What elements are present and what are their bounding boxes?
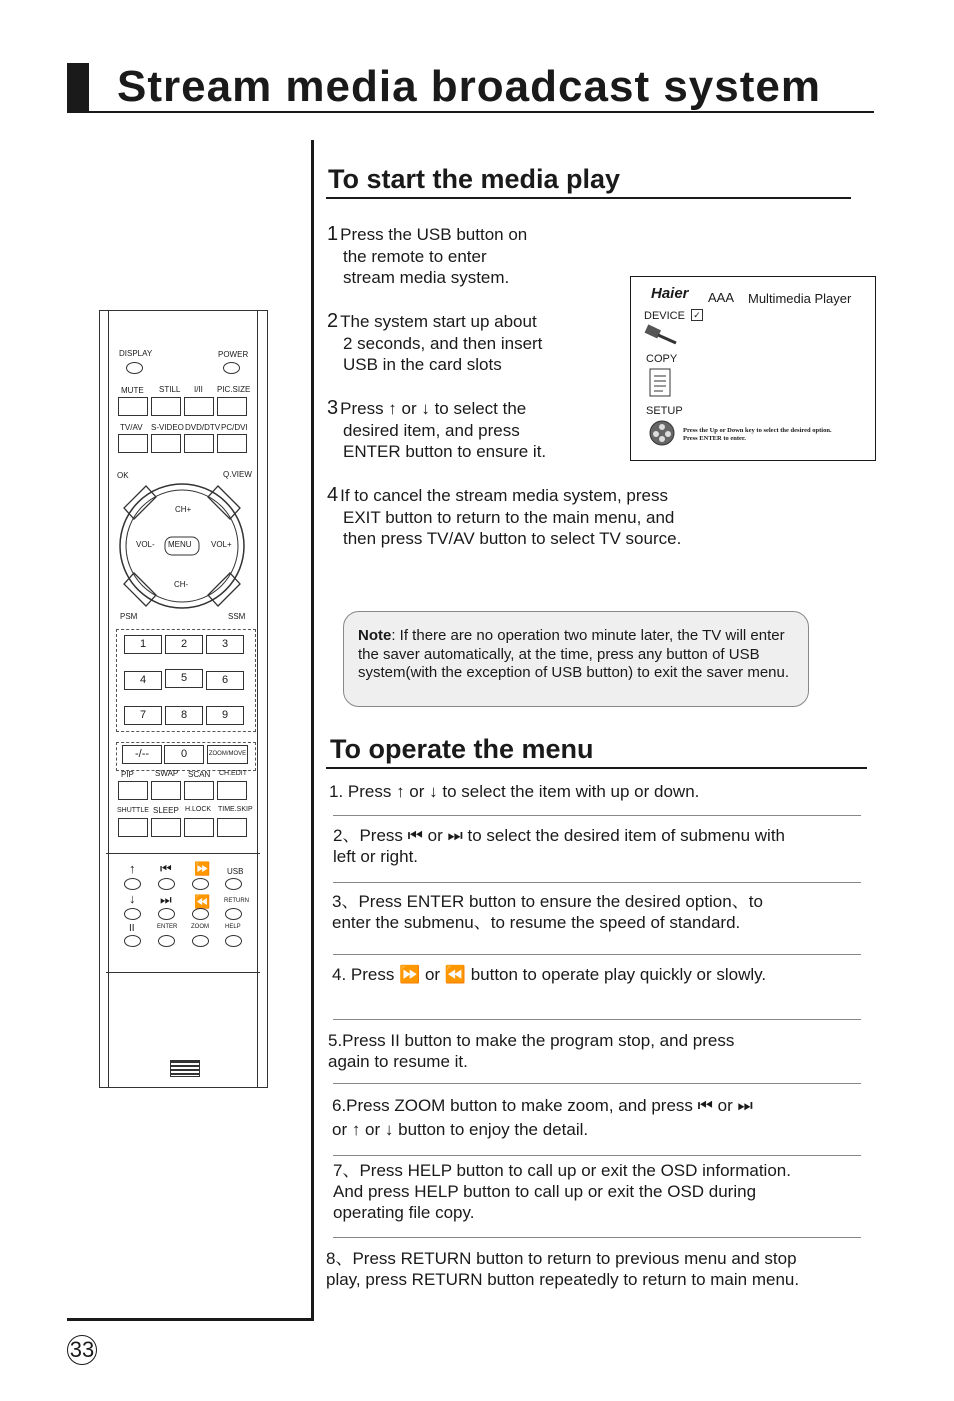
previous-button[interactable] bbox=[158, 878, 175, 890]
header-rule bbox=[67, 111, 874, 113]
step-2: 2 The system start up about 2 seconds, and then insert USB in the card slots bbox=[327, 310, 543, 374]
step-1: 1 Press the USB button on the remote to enter stream media system. bbox=[327, 223, 528, 287]
shuttle-label: SHUTTLE bbox=[117, 807, 149, 814]
page-number: 33 bbox=[67, 1335, 97, 1365]
vol-minus-label: VOL- bbox=[136, 540, 155, 549]
help-button[interactable] bbox=[225, 935, 242, 947]
mute-label: MUTE bbox=[121, 386, 144, 395]
i-ii-button[interactable] bbox=[184, 397, 214, 416]
check-icon: ✓ bbox=[691, 309, 703, 321]
ch-minus-label: CH- bbox=[174, 580, 189, 589]
section-rule-operate bbox=[326, 767, 867, 769]
power-button[interactable] bbox=[223, 362, 240, 374]
section-title-start: To start the media play bbox=[328, 164, 621, 194]
tv-av-label: TV/AV bbox=[120, 423, 143, 432]
psm-label: PSM bbox=[120, 612, 138, 621]
op-item-7: 7、Press HELP button to call up or exit the OSD information. And press HELP button to call up or exit the OSD during operating file copy. bbox=[333, 1161, 791, 1222]
help-label: HELP bbox=[225, 924, 241, 930]
enter-label: ENTER bbox=[157, 924, 178, 930]
separator bbox=[333, 1155, 861, 1156]
pc-dvi-label: PC/DVI bbox=[221, 423, 248, 432]
bottom-rule bbox=[67, 1318, 314, 1321]
h-lock-label: H.LOCK bbox=[185, 806, 212, 813]
i-ii-label: I/II bbox=[194, 385, 203, 394]
separator bbox=[333, 1083, 861, 1084]
h-lock-button[interactable] bbox=[184, 818, 214, 837]
op-item-5: 5.Press II button to make the program stop, and press again to resume it. bbox=[328, 1031, 735, 1071]
ch-plus-label: CH+ bbox=[175, 505, 192, 514]
power-label: POWER bbox=[218, 350, 249, 359]
player-subtitle: Multimedia Player bbox=[748, 291, 852, 306]
pause-button[interactable] bbox=[124, 935, 141, 947]
sleep-button[interactable] bbox=[151, 818, 181, 837]
mute-button[interactable] bbox=[118, 397, 148, 416]
digit-1-button[interactable]: 1 bbox=[124, 635, 162, 654]
dash-button[interactable]: -/-- bbox=[122, 745, 162, 764]
digit-4-button[interactable]: 4 bbox=[124, 671, 162, 690]
op-item-4: 4. Press ⏩ or ⏪ button to operate play quickly or slowly. bbox=[332, 965, 767, 984]
display-button[interactable] bbox=[126, 362, 143, 374]
hint-line-1: Press the Up or Down key to select the desired option. bbox=[683, 427, 832, 434]
digit-6-button[interactable]: 6 bbox=[206, 671, 244, 690]
pic-size-label: PIC.SIZE bbox=[217, 385, 251, 394]
remote-control bbox=[99, 310, 268, 1088]
digit-2-button[interactable]: 2 bbox=[165, 635, 203, 654]
zoom-button[interactable] bbox=[192, 935, 209, 947]
menu-device[interactable]: DEVICE bbox=[644, 310, 685, 322]
ok-label: OK bbox=[117, 471, 129, 480]
pip-button[interactable] bbox=[118, 781, 148, 800]
digit-3-button[interactable]: 3 bbox=[206, 635, 244, 654]
header-bar bbox=[67, 63, 89, 113]
pc-dvi-button[interactable] bbox=[217, 434, 247, 453]
s-video-button[interactable] bbox=[151, 434, 181, 453]
shuttle-button[interactable] bbox=[118, 818, 148, 837]
digit-8-button[interactable]: 8 bbox=[165, 706, 203, 725]
page-title: Stream media broadcast system bbox=[117, 62, 821, 111]
previous-icon: ⏮ bbox=[160, 861, 172, 876]
s-video-label: S-VIDEO bbox=[151, 423, 184, 432]
time-skip-button[interactable] bbox=[217, 818, 247, 837]
sleep-label: SLEEP bbox=[153, 806, 179, 815]
digit-7-button[interactable]: 7 bbox=[124, 706, 162, 725]
pause-label: II bbox=[129, 923, 135, 934]
fast-forward-icon: ⏩ bbox=[194, 861, 211, 876]
return-button[interactable] bbox=[225, 908, 242, 920]
menu-copy[interactable]: COPY bbox=[646, 353, 678, 365]
down-button[interactable] bbox=[124, 908, 141, 920]
vol-plus-label: VOL+ bbox=[211, 540, 232, 549]
separator bbox=[333, 1237, 861, 1238]
separator bbox=[333, 1019, 861, 1020]
hint-line-2: Press ENTER to enter. bbox=[683, 435, 746, 442]
op-item-2: 2、Press ⏮ or ⏭ to select the desired item of submenu with left or right. bbox=[333, 826, 786, 866]
digit-5-button[interactable]: 5 bbox=[165, 669, 203, 688]
op-item-6: 6.Press ZOOM button to make zoom, and press ⏮ or ⏭ or ↑ or ↓ button to enjoy the detail. bbox=[332, 1096, 753, 1139]
document-icon bbox=[649, 368, 673, 398]
rewind-icon: ⏪ bbox=[194, 894, 211, 909]
ssm-label: SSM bbox=[228, 612, 246, 621]
ir-window bbox=[170, 1060, 200, 1077]
scan-label: SCAN bbox=[188, 770, 211, 779]
menu-setup[interactable]: SETUP bbox=[646, 405, 683, 417]
next-button[interactable] bbox=[158, 908, 175, 920]
ch-edit-button[interactable] bbox=[217, 781, 247, 800]
scan-button[interactable] bbox=[184, 781, 214, 800]
note-label: Note bbox=[358, 627, 392, 644]
op-item-3: 3、Press ENTER button to ensure the desired option、to enter the submenu、to resume the speed of standard. bbox=[332, 892, 763, 932]
film-reel-icon bbox=[648, 419, 676, 447]
column-divider bbox=[311, 140, 314, 1321]
enter-button[interactable] bbox=[158, 935, 175, 947]
media-player-screen bbox=[630, 276, 876, 461]
menu-label: MENU bbox=[168, 540, 192, 549]
rewind-button[interactable] bbox=[192, 908, 209, 920]
pip-label: PIP bbox=[121, 770, 134, 779]
note-text: : If there are no operation two minute later, the TV will enter the saver automatically, at the time, press any button of USB system(with the exception of USB button) to exit the saver menu. bbox=[358, 627, 790, 681]
still-label: STILL bbox=[159, 385, 181, 394]
display-label: DISPLAY bbox=[119, 349, 153, 358]
dvd-dtv-button[interactable] bbox=[184, 434, 214, 453]
ch-edit-label: CH.EDIT bbox=[219, 770, 247, 777]
fast-forward-button[interactable] bbox=[192, 878, 209, 890]
digit-9-button[interactable]: 9 bbox=[206, 706, 244, 725]
usb-button[interactable] bbox=[225, 878, 242, 890]
usb-label: USB bbox=[227, 867, 244, 876]
separator bbox=[333, 815, 861, 816]
zoom-label: ZOOM bbox=[191, 924, 209, 930]
zoom-move-button[interactable]: ZOOM/MOVE bbox=[207, 745, 248, 764]
up-button[interactable] bbox=[124, 878, 141, 890]
separator bbox=[333, 954, 861, 955]
tv-av-button[interactable] bbox=[118, 434, 148, 453]
usb-plug-icon bbox=[644, 324, 680, 346]
note-box bbox=[343, 611, 809, 707]
time-skip-label: TIME.SKIP bbox=[218, 806, 253, 813]
separator bbox=[333, 882, 861, 883]
section-title-operate: To operate the menu bbox=[330, 734, 594, 764]
player-name: AAA bbox=[708, 290, 735, 305]
dvd-dtv-label: DVD/DTV bbox=[185, 423, 221, 432]
digit-0-button[interactable]: 0 bbox=[164, 745, 204, 764]
step-3: 3 Press ↑ or ↓ to select the desired item, and press ENTER button to ensure it. bbox=[327, 397, 547, 461]
section-rule-start bbox=[326, 197, 851, 199]
down-arrow-icon: ↓ bbox=[129, 891, 136, 906]
step-4: 4 If to cancel the stream media system, press EXIT button to return to the main menu, and then press TV/AV button to select TV source. bbox=[327, 484, 682, 548]
next-icon: ⏭ bbox=[160, 892, 172, 907]
op-item-1: 1. Press ↑ or ↓ to select the item with up or down. bbox=[329, 782, 700, 801]
still-button[interactable] bbox=[151, 397, 181, 416]
op-item-8: 8、Press RETURN button to return to previous menu and stop play, press RETURN button repeatedly to return to main menu. bbox=[326, 1249, 800, 1289]
pic-size-button[interactable] bbox=[217, 397, 247, 416]
up-arrow-icon: ↑ bbox=[129, 861, 136, 876]
swap-button[interactable] bbox=[151, 781, 181, 800]
swap-label: SWAP bbox=[155, 769, 179, 778]
q-view-label: Q.VIEW bbox=[223, 470, 252, 479]
return-label: RETURN bbox=[224, 898, 249, 904]
brand-logo: Haier bbox=[651, 285, 689, 302]
